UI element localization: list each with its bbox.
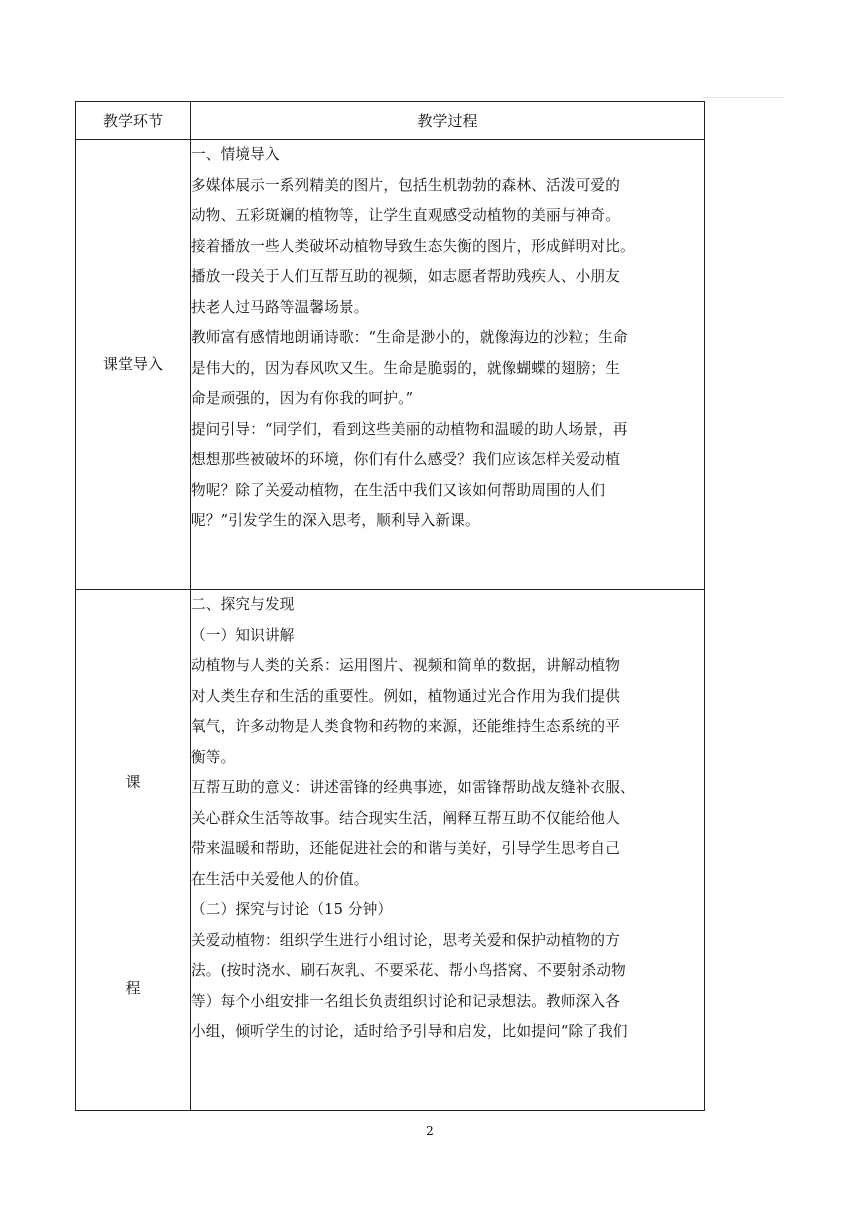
intro-line: 呢？”引发学生的深入思考，顺利导入新课。	[191, 512, 480, 529]
process-line: 互帮互助的意义：讲述雷锋的经典事迹，如雷锋帮助战友缝补衣服、	[191, 779, 635, 796]
intro-line: 接着播放一些人类破坏动植物导致生态失衡的图片，形成鲜明对比。	[191, 237, 635, 255]
process-line: 等）每个小组安排一名组长负责组织讨论和记录想法。教师深入各	[191, 992, 621, 1010]
header-teaching-stage: 教学环节	[76, 102, 191, 140]
process-line: 氧气，许多动物是人类食物和药物的来源，还能维持生态系统的平	[191, 718, 621, 735]
intro-line: 想想那些被破坏的环境，你们有什么感受？我们应该怎样关爱动植	[191, 451, 621, 468]
intro-line: 扶老人过马路等温馨场景。	[191, 298, 369, 316]
intro-line: 教师富有感情地朗诵诗歌：“生命是渺小的，就像海边的沙粒；生命	[191, 329, 628, 346]
stage-cell-process	[76, 590, 191, 1111]
stage-label-classroom-intro: 课堂导入	[102, 355, 163, 373]
process-line: 二、探究与发现	[191, 596, 295, 613]
intro-line: 提问引导：“同学们，看到这些美丽的动植物和温暖的助人场景，再	[191, 420, 628, 438]
table-row-process	[76, 590, 705, 1111]
process-line: 小组，倾听学生的讨论，适时给予引导和启发，比如提问“除了我们	[191, 1023, 628, 1040]
intro-line: 命是顽强的，因为有你我的呵护。”	[191, 390, 414, 407]
intro-line: 物呢？除了关爱动植物，在生活中我们又该如何帮助周围的人们	[191, 481, 606, 499]
stage-label-ke: 课	[125, 773, 141, 791]
process-line: 关心群众生活等故事。结合现实生活，阐释互帮互助不仅能给他人	[191, 809, 621, 827]
process-line: 动植物与人类的关系：运用图片、视频和简单的数据，讲解动植物	[191, 657, 621, 674]
process-line: 法。(按时浇水、刷石灰乳、不要采花、帮小鸟搭窝、不要射杀动物	[191, 962, 626, 979]
intro-line: 动物、五彩斑斓的植物等，让学生直观感受动植物的美丽与神奇。	[191, 207, 621, 224]
intro-line: 多媒体展示一系列精美的图片，包括生机勃勃的森林、活泼可爱的	[191, 176, 621, 194]
process-line: （二）探究与讨论（15 分钟）	[191, 901, 393, 918]
intro-line: 播放一段关于人们互帮互助的视频，如志愿者帮助残疾人、小朋友	[191, 268, 621, 285]
process-cell-intro	[191, 140, 705, 590]
process-line: 带来温暖和帮助，还能促进社会的和谐与美好，引导学生思考自己	[191, 840, 621, 857]
process-line: 衡等。	[191, 748, 236, 766]
table-header-row	[76, 102, 705, 140]
intro-line: 是伟大的，因为春风吹又生。生命是脆弱的，就像蝴蝶的翅膀；生	[191, 359, 621, 377]
stage-cell-intro	[76, 140, 191, 590]
table-row-intro	[76, 140, 705, 590]
header-teaching-process: 教学过程	[191, 102, 705, 140]
lesson-plan-table	[75, 101, 705, 1111]
process-line: 关爱动植物：组织学生进行小组讨论，思考关爱和保护动植物的方	[191, 931, 621, 949]
stage-label-cheng: 程	[125, 979, 141, 997]
process-cell-explore	[191, 590, 705, 1111]
process-line: （一）知识讲解	[191, 626, 295, 644]
header-rule	[702, 97, 784, 98]
process-line: 对人类生存和生活的重要性。例如，植物通过光合作用为我们提供	[191, 687, 621, 705]
process-line: 在生活中关爱他人的价值。	[191, 870, 369, 888]
page-number: 2	[426, 1124, 434, 1138]
intro-line: 一、情境导入	[191, 146, 280, 163]
